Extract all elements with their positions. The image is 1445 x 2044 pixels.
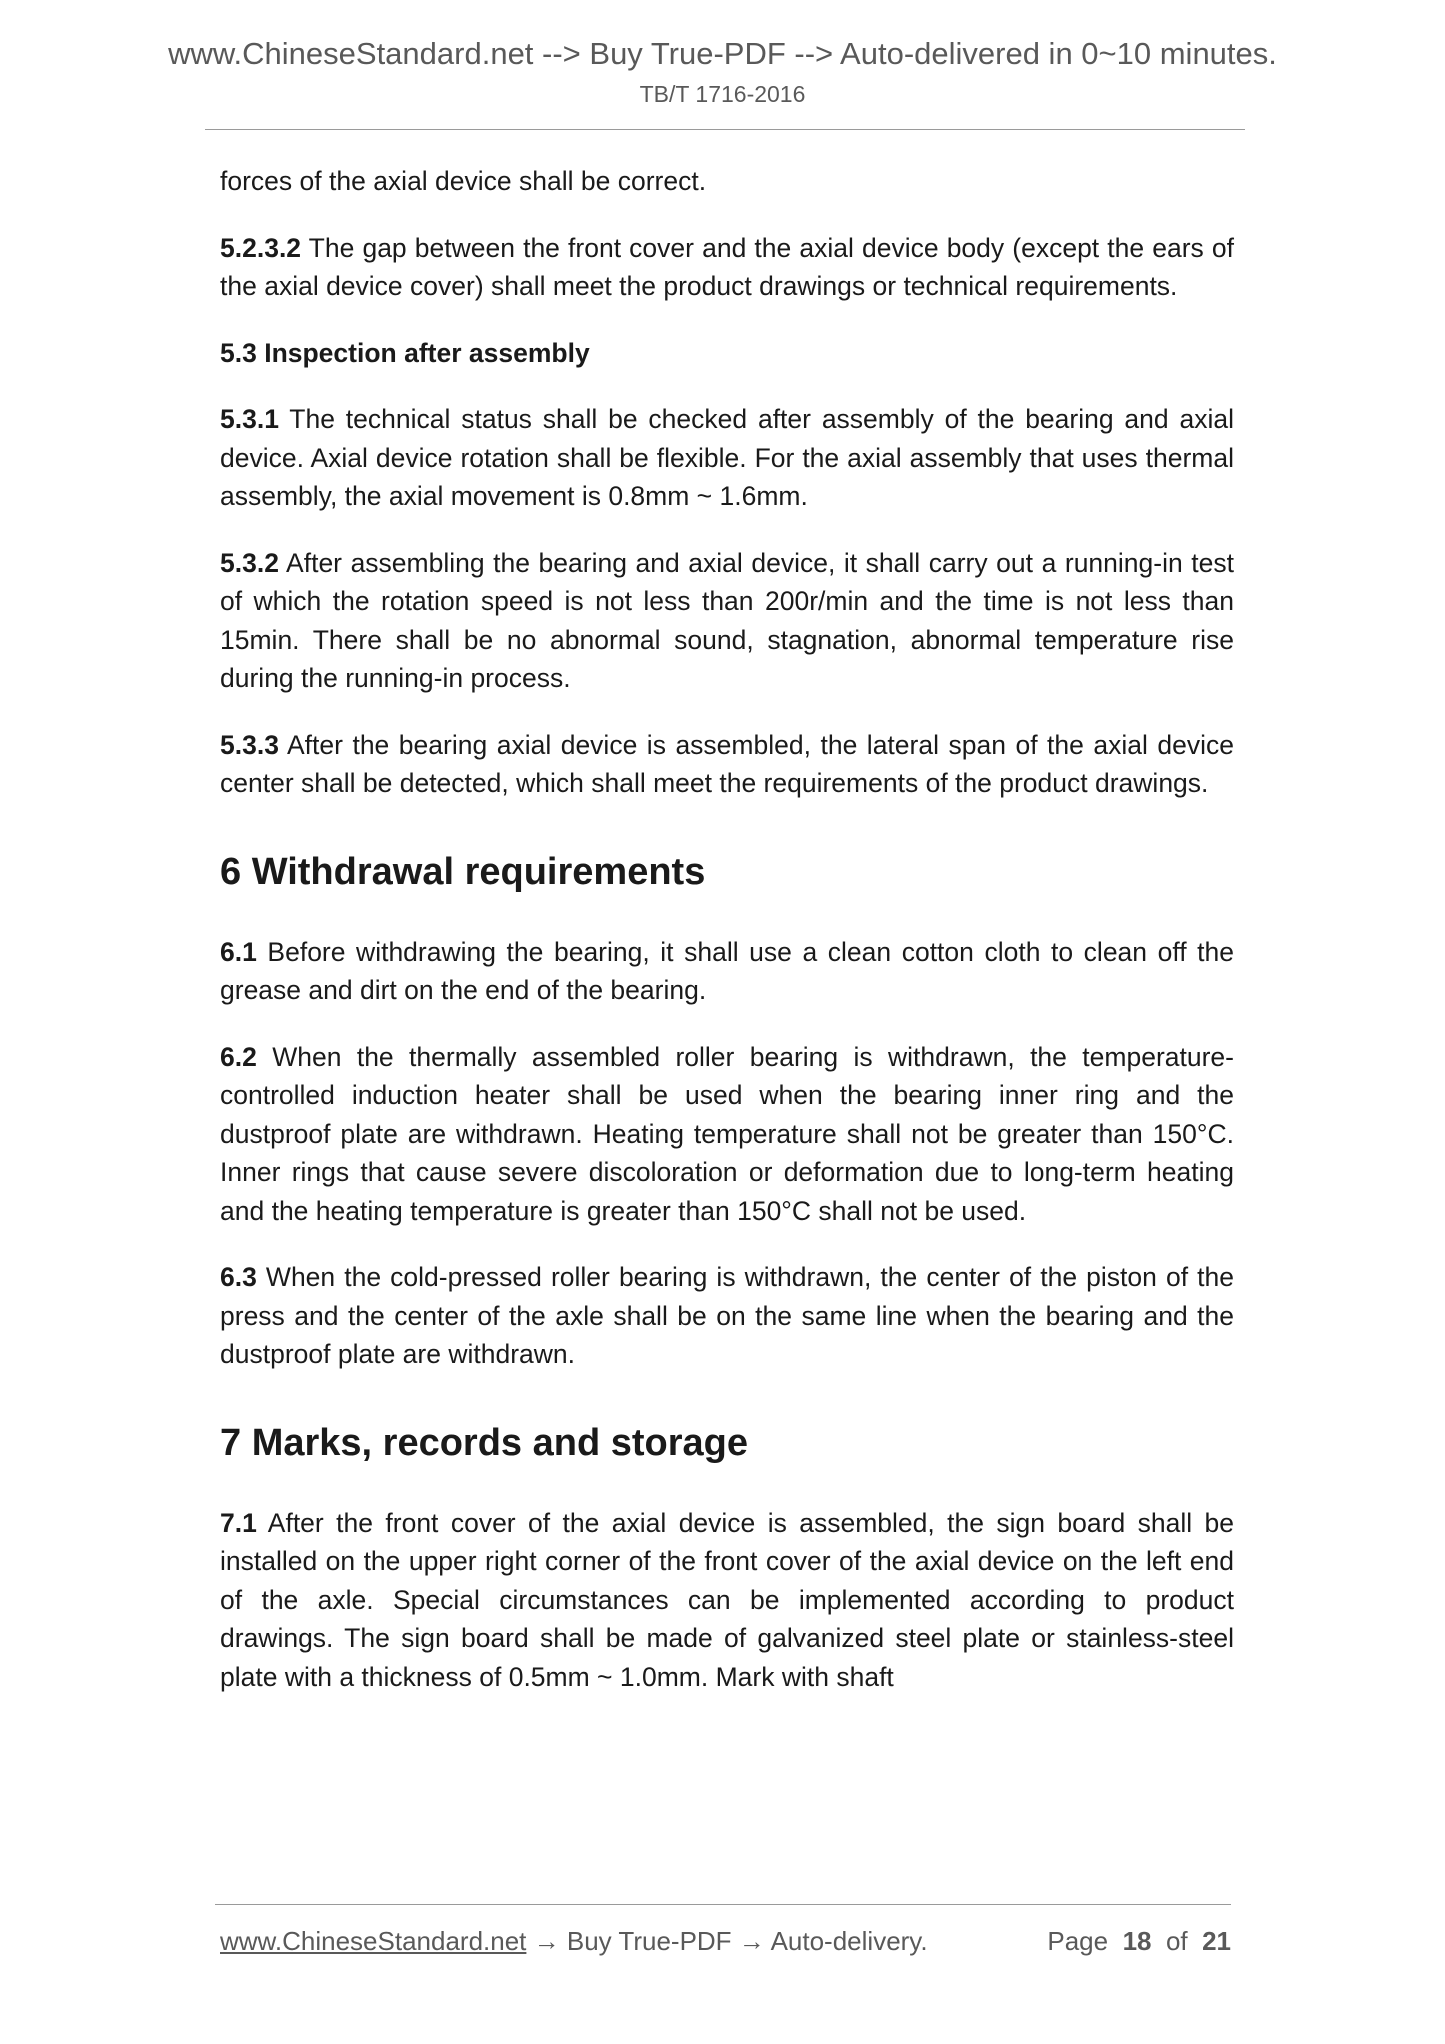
clause-number: 5.3.2 (220, 547, 279, 578)
clause-text: When the cold-pressed roller bearing is withdrawn, the center of the piston of the press and the center of the axle shall be on the same line when the bearing and the dustproof plate are withdrawn. (220, 1262, 1234, 1369)
document-code: TB/T 1716-2016 (639, 81, 806, 107)
of-label: of (1165, 1926, 1188, 1956)
footer-divider (215, 1904, 1231, 1905)
page-number: 18 (1122, 1926, 1152, 1956)
heading-5-3: 5.3 Inspection after assembly (220, 337, 590, 368)
footer-promo-text: → Buy True-PDF → Auto-delivery. (526, 1926, 928, 1956)
clause-number: 5.3.3 (220, 729, 279, 760)
clause-6-1 (220, 933, 1234, 1010)
section-heading-7: 7 Marks, records and storage (220, 1421, 748, 1464)
page-total: 21 (1202, 1926, 1231, 1956)
clause-number: 6.2 (220, 1041, 257, 1072)
clause-5-3-1 (220, 400, 1234, 516)
clause-number: 6.3 (220, 1262, 257, 1292)
clause-text: After assembling the bearing and axial device, it shall carry out a running-in test of which the rotation speed is not less than 200r/min and the time is not less than 15min. There shall be no abnormal sound, stagnation, abnormal temperature rise during the running-in process. (220, 547, 1234, 693)
clause-7-1 (220, 1504, 1234, 1697)
clause-5-3-2 (220, 544, 1234, 698)
clause-6-3 (220, 1258, 1234, 1374)
clause-text: The gap between the front cover and the axial device body (except the ears of the axial device cover) shall meet the product drawings or technical requirements. (220, 232, 1234, 301)
top-banner[interactable]: www.ChineseStandard.net --> Buy True-PDF --> Auto-delivered in 0~10 minutes. (168, 36, 1277, 71)
clause-5-2-3-2 (220, 229, 1234, 306)
clause-5-3-3 (220, 726, 1234, 803)
section-heading-6: 6 Withdrawal requirements (220, 850, 706, 893)
clause-text: The technical status shall be checked after assembly of the bearing and axial device. Axial device rotation shall be flexible. For the axial assembly that uses thermal assembly, the axial movement is 0.8mm ~ 1.6mm. (220, 404, 1234, 511)
paragraph-continued (220, 162, 1234, 201)
clause-6-2 (220, 1038, 1234, 1231)
clause-text: Before withdrawing the bearing, it shall use a clean cotton cloth to clean off the grease and dirt on the end of the bearing. (220, 936, 1234, 1005)
page-label: Page (1047, 1926, 1109, 1956)
clause-text: When the thermally assembled roller bearing is withdrawn, the temperature-controlled induction heater shall be used when the bearing inner ring and the dustproof plate are withdrawn. Heating temperature shall not be greater than 150°C. Inner rings that cause severe discoloration or deformation due to long-term heating and the heating temperature is greater than 150°C shall not be used. (220, 1041, 1234, 1226)
clause-number: 5.2.3.2 (220, 232, 302, 263)
footer-promo (220, 1924, 928, 1958)
clause-number: 7.1 (220, 1507, 257, 1538)
clause-number: 5.3.1 (220, 404, 279, 434)
page-indicator (1047, 1924, 1231, 1958)
footer-website-link[interactable]: www.ChineseStandard.net (220, 1926, 527, 1956)
page-content (220, 162, 1234, 1724)
clause-text: After the bearing axial device is assembled, the lateral span of the axial device center shall be detected, which shall meet the requirements of the product drawings. (220, 729, 1234, 798)
clause-text: After the front cover of the axial device is assembled, the sign board shall be installed on the upper right corner of the front cover of the axial device on the left end of the axle. Special circumstances can be implemented according to product drawings. The sign board shall be made of galvanized steel plate or stainless-steel plate with a thickness of 0.5mm ~ 1.0mm. Mark with shaft (220, 1507, 1234, 1692)
header-divider (205, 129, 1245, 130)
clause-number: 6.1 (220, 936, 257, 967)
paragraph-text: forces of the axial device shall be correct. (220, 166, 707, 196)
